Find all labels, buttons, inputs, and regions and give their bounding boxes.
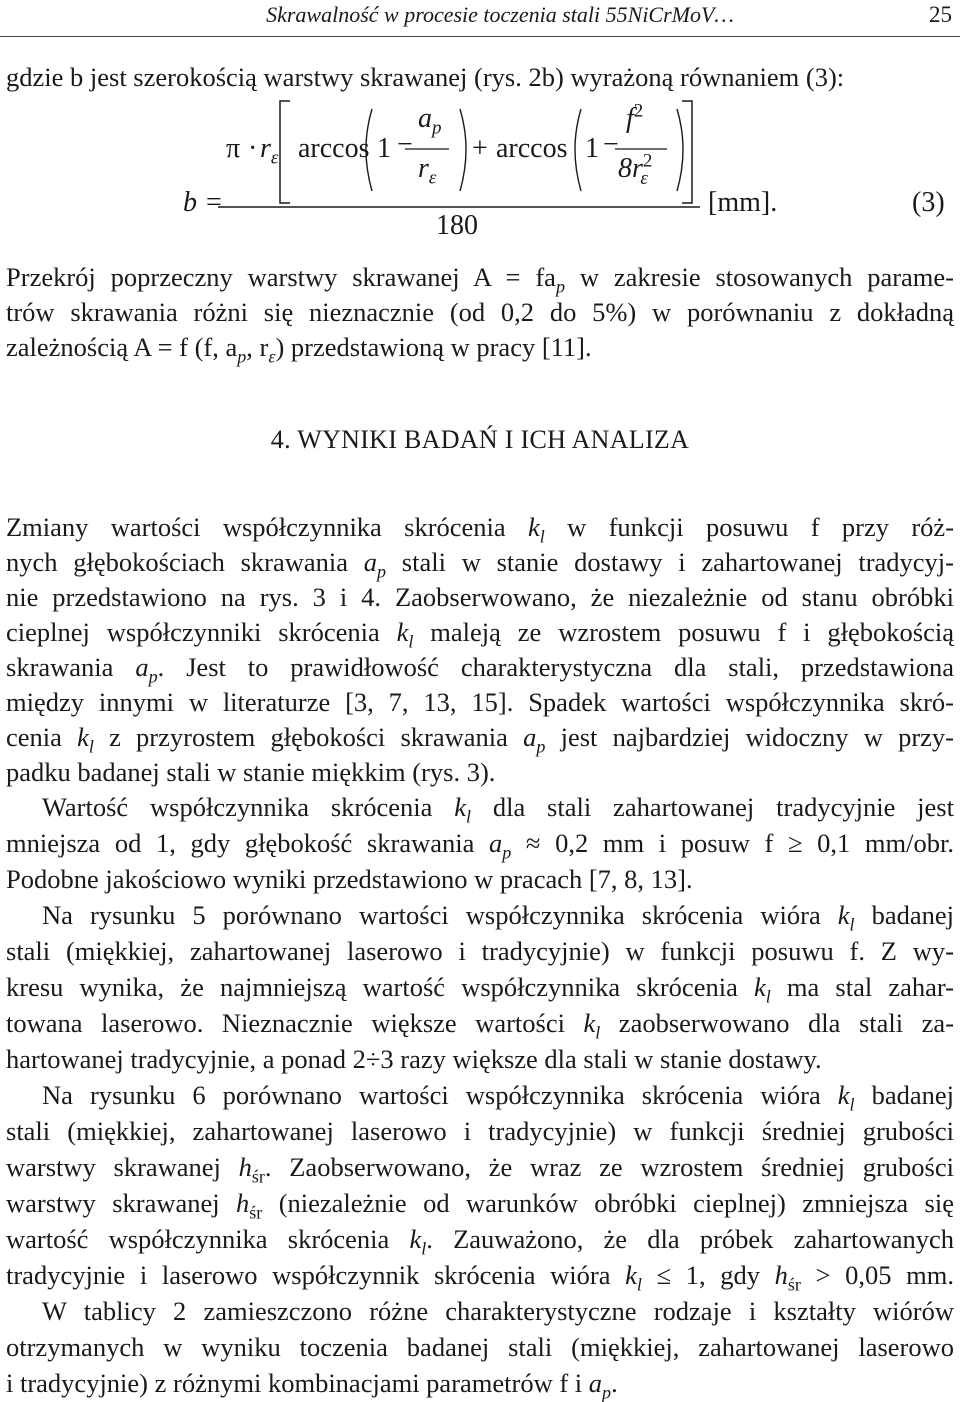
eq-one-1: 1 <box>377 133 391 164</box>
eq-minus-1: − <box>397 129 413 160</box>
body-line: Podobne jakościowo wyniki przedstawiono w pracach [7, 8, 13]. <box>6 864 693 894</box>
eq-num-1: a <box>418 103 432 134</box>
eq-minus-2: − <box>603 129 619 160</box>
body-line: towana laserowo. Nieznacznie większe wartości $k_l$ zaobserwowano dla stali za- <box>6 1008 954 1043</box>
body-line: padku badanej stali w stanie miękkim (rys. 3). <box>6 757 496 787</box>
eq-plus: + <box>472 133 488 164</box>
body-line: między innymi w literaturze [3, 7, 13, 15]. Spadek wartości współczynnika skró- <box>6 687 954 717</box>
body-line: Wartość współczynnika skrócenia $k_l$ dla stali zahartowanej tradycyjnie jest <box>42 792 954 827</box>
eq-arccos-2: arccos <box>496 133 568 164</box>
body-line: mniejsza od 1, gdy głębokość skrawania $a_p \approx 0,2$ mm i posuw f ≥ 0,1 mm/obr. <box>6 828 955 863</box>
eq-den-2: 8r <box>618 153 643 184</box>
para1-line-3: zależnością A = f (f, $a_p$, $r_\varepsilon$) przedstawioną w pracy [11]. <box>6 332 592 367</box>
body-line: otrzymanych w wyniku toczenia badanej stali (miękkiej, zahartowanej laserowo <box>6 1332 954 1362</box>
eq-dot: · <box>248 133 258 164</box>
eq-denominator: 180 <box>436 210 478 241</box>
body-line: skrawania $a_p$. Jest to prawidłowość charakterystyczna dla stali, przedstawiona <box>6 652 954 687</box>
eq-one-2: 1 <box>585 133 599 164</box>
eq-equals: = <box>206 187 222 218</box>
intro-line: gdzie b jest szerokością warstwy skrawanej (rys. 2b) wyrażoną równaniem (3): <box>6 62 845 92</box>
body-line: Na rysunku 6 porównano wartości współczynnika skrócenia wióra $k_l$ badanej <box>42 1080 954 1115</box>
para1-text-c: zależnością A = f (f, a <box>6 332 238 362</box>
para1-text-e: ) przedstawioną w pracy [11]. <box>275 332 592 362</box>
eq-num-1-sub: p <box>432 117 442 139</box>
body-line: Na rysunku 5 porównano wartości współczynnika skrócenia wióra $k_l$ badanej <box>42 900 954 935</box>
eq-lhs: b <box>183 187 197 218</box>
eq-unit: [mm]. <box>708 187 778 218</box>
section-heading: 4. WYNIKI BADAŃ I ICH ANALIZA <box>270 425 690 454</box>
body-line: wartość współczynnika skrócenia $k_l$. Zauważono, że dla próbek zahartowanych <box>6 1224 954 1259</box>
body-line: i tradycyjnie) z różnymi kombinacjami parametrów f i $a_p$. <box>6 1368 618 1402</box>
eq-den-2-sup: 2 <box>642 150 653 172</box>
eq-den-2-sub: ε <box>640 167 648 189</box>
body-line: Zmiany wartości współczynnika skrócenia $k_l$ w funkcji posuwu f przy róż- <box>6 512 954 547</box>
eq-r: r <box>260 133 271 164</box>
body-line: stali (miękkiej, zahartowanej laserowo i tradycyjnie) w funkcji średniej grubości <box>6 1116 954 1146</box>
body-line: tradycyjnie i laserowo współczynnik skrócenia wióra $k_l \le 1$, gdy $h_{śr} > 0,05$ mm. <box>6 1260 955 1295</box>
para1-text-b: w zakresie stosowanych parame- <box>579 262 955 292</box>
body-line: hartowanej tradycyjnie, a ponad 2÷3 razy większe dla stali w stanie dostawy. <box>6 1044 822 1074</box>
body-line: W tablicy 2 zamieszczono różne charakterystyczne rodzaje i kształty wiórów <box>42 1296 954 1326</box>
body-line: cieplnej współczynniki skrócenia $k_l$ maleją ze wzrostem posuwu f i głębokością <box>6 617 954 652</box>
para1-text-a: Przekrój poprzeczny warstwy skrawanej A = fa <box>6 262 556 292</box>
eq-number: (3) <box>912 187 945 218</box>
body-line: cenia $k_l$ z przyrostem głębokości skrawania $a_p$ jest najbardziej widoczny w przy- <box>6 722 954 757</box>
running-title: Skrawalność w procesie toczenia stali 55NiCrMoV… <box>266 2 734 27</box>
body-line: warstwy skrawanej $h_{śr}$. Zaobserwowano, że wraz ze wzrostem średniej grubości <box>6 1152 954 1187</box>
page-number: 25 <box>929 2 952 27</box>
equation-brackets <box>0 95 960 255</box>
eq-pi: π <box>226 133 241 164</box>
eq-num-2: f <box>626 103 634 134</box>
eq-arccos-1: arccos <box>298 133 370 164</box>
eq-r-sub: ε <box>270 147 279 169</box>
eq-den-1-sub: ε <box>428 167 437 189</box>
body-line: warstwy skrawanej $h_{śr}$ (niezależnie od warunków obróbki cieplnej) zmniejsza się <box>6 1188 954 1223</box>
body-line: nie przedstawiono na rys. 3 i 4. Zaobserwowano, że niezależnie od stanu obróbki <box>6 582 954 612</box>
para1-text-d: , r <box>246 332 269 362</box>
body-line: nych głębokościach skrawania $a_p$ stali w stanie dostawy i zahartowanej tradycyj- <box>6 547 954 582</box>
para1-line-1: Przekrój poprzeczny warstwy skrawanej $A = fa_p$ w zakresie stosowanych parame- <box>6 262 955 297</box>
eq-num-2-sup: 2 <box>633 100 644 122</box>
eq-den-1: r <box>418 153 429 184</box>
body-line: stali (miękkiej, zahartowanej laserowo i tradycyjnie) w funkcji posuwu f. Z wy- <box>6 936 954 966</box>
running-header <box>0 0 960 37</box>
para1-line-2: trów skrawania różni się nieznacznie (od 0,2 do 5%) w porównaniu z dokładną <box>6 297 954 327</box>
body-line: kresu wynika, że najmniejszą wartość współczynnika skrócenia $k_l$ ma stal zahar- <box>6 972 954 1007</box>
equation-3 <box>0 95 960 255</box>
